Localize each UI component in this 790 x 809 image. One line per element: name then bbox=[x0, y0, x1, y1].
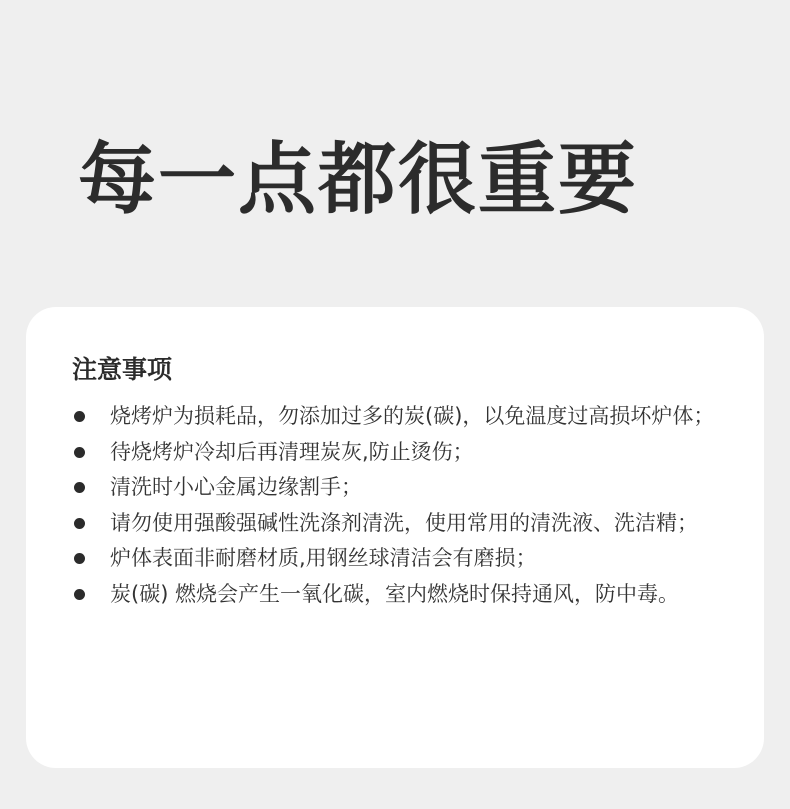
bullet-dot-icon bbox=[74, 553, 85, 564]
notice-card bbox=[26, 307, 764, 768]
bullet-dot-icon bbox=[74, 411, 85, 422]
notice-item bbox=[72, 472, 724, 503]
notice-item-text: 炭(碳) 燃烧会产生一氧化碳，室内燃烧时保持通风，防中毒。 bbox=[110, 581, 680, 606]
notice-item bbox=[72, 543, 724, 574]
bullet-dot-icon bbox=[74, 447, 85, 458]
notice-item bbox=[72, 508, 724, 539]
notice-item-text: 烧烤炉为损耗品，勿添加过多的炭(碳)，以免温度过高损坏炉体； bbox=[110, 404, 715, 428]
notice-item bbox=[72, 579, 724, 610]
notice-item bbox=[72, 401, 724, 432]
notice-item bbox=[72, 437, 724, 468]
notice-list bbox=[72, 401, 724, 610]
notice-item-text: 炉体表面非耐磨材质,用钢丝球清洁会有磨损； bbox=[110, 546, 537, 570]
notice-item-text: 请勿使用强酸强碱性洗涤剂清洗，使用常用的清洗液、洗洁精； bbox=[110, 510, 698, 535]
page-title: 每一点都很重要 bbox=[78, 135, 639, 225]
bullet-dot-icon bbox=[74, 518, 85, 529]
bullet-dot-icon bbox=[74, 589, 85, 600]
notice-title: 注意事项 bbox=[72, 355, 173, 384]
notice-item-text: 待烧烤炉冷却后再清理炭灰,防止烫伤； bbox=[110, 439, 474, 464]
notice-item-text: 清洗时小心金属边缘割手； bbox=[110, 475, 362, 499]
bullet-dot-icon bbox=[74, 482, 85, 493]
